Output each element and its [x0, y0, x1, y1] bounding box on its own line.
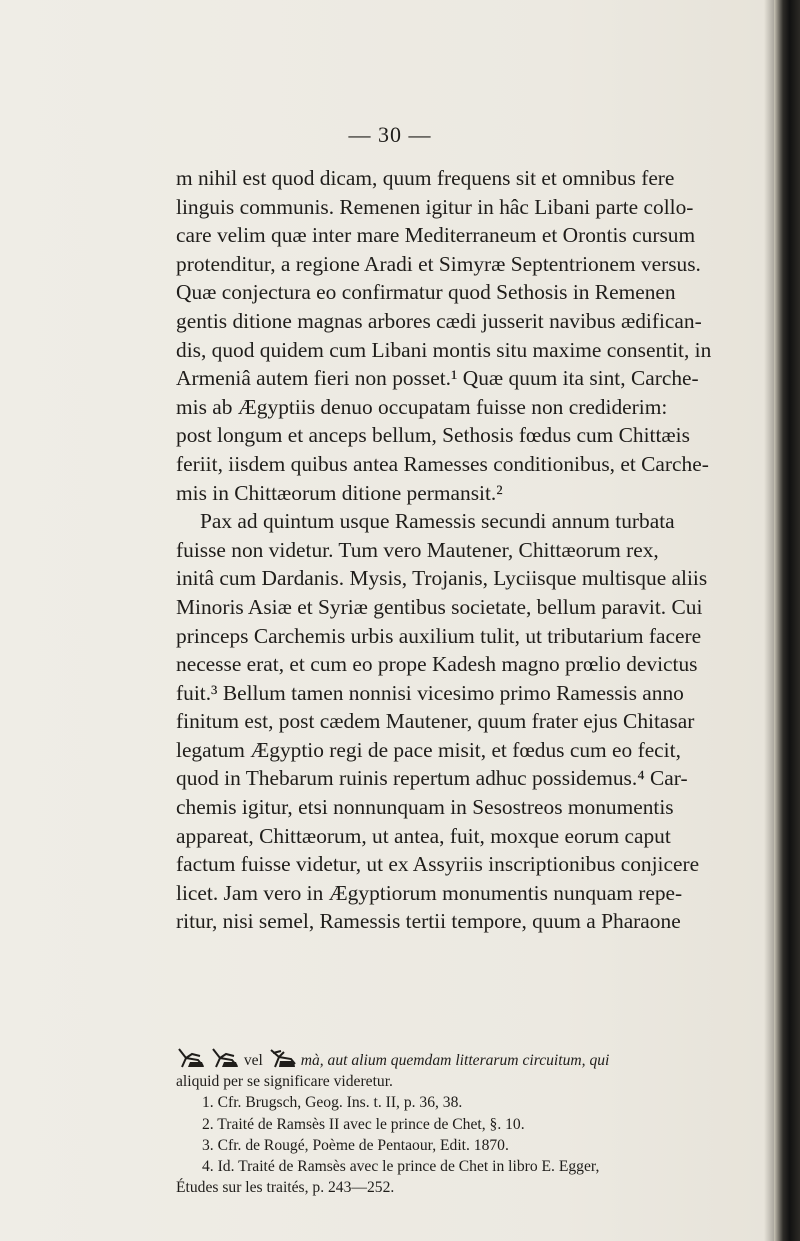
text-line: finitum est, post cædem Mautener, quum frater ejus Chitasar	[176, 709, 695, 734]
text-line: legatum Ægyptio regi de pace misit, et fœdus cum eo fecit,	[176, 737, 681, 762]
paragraph-2	[176, 507, 742, 936]
text-line: fuisse non videtur. Tum vero Mautener, Chittæorum rex,	[176, 537, 659, 562]
footnote-lead	[176, 1048, 742, 1071]
page-number-header: — 30 —	[348, 122, 432, 147]
footnote-lead-rest: mà, aut alium quemdam litterarum circuitum, qui	[300, 1052, 610, 1069]
text-line: fuit.³ Bellum tamen nonnisi vicesimo primo Ramessis anno	[176, 680, 684, 705]
text-line: feriit, iisdem quibus antea Ramesses conditionibus, et Carche-	[176, 451, 709, 476]
text-line: m nihil est quod dicam, quum frequens sit et omnibus fere	[176, 166, 675, 190]
footnote-4-continuation: Études sur les traités, p. 243—252.	[176, 1179, 395, 1197]
text-line: appareat, Chittæorum, ut antea, fuit, moxque eorum caput	[176, 823, 671, 848]
text-line: mis in Chittæorum ditione permansit.²	[176, 480, 503, 505]
footnote-1: 1. Cfr. Brugsch, Geog. Ins. t. II, p. 36, 38.	[202, 1094, 463, 1112]
text-line: Armeniâ autem fieri non posset.¹ Quæ quum ita sint, Carche-	[176, 366, 699, 391]
text-line: post longum et anceps bellum, Sethosis fœdus cum Chittæis	[176, 423, 690, 448]
text-line: protenditur, a regione Aradi et Simyræ Septentrionem versus.	[176, 251, 701, 276]
footnote-lead-vel: vel	[243, 1052, 263, 1069]
footnote-lead-continuation: aliquid per se significare videretur.	[176, 1073, 393, 1091]
footnotes	[176, 1048, 742, 1198]
text-line: care velim quæ inter mare Mediterraneum et Orontis cursum	[176, 223, 696, 248]
book-spine	[774, 0, 800, 1241]
footnote-3: 3. Cfr. de Rougé, Poème de Pentaour, Edit. 1870.	[202, 1136, 509, 1154]
text-line: linguis communis. Remenen igitur in hâc Libani parte collo-	[176, 194, 694, 219]
bird-hieroglyph-icon	[176, 1048, 206, 1068]
text-line: mis ab Ægyptiis denuo occupatam fuisse non crediderim:	[176, 394, 668, 419]
text-line: factum fuisse videtur, ut ex Assyriis inscriptionibus conjicere	[176, 852, 700, 877]
text-line: quod in Thebarum ruinis repertum adhuc possidemus.⁴ Car-	[176, 766, 688, 791]
text-line: Minoris Asiæ et Syriæ gentibus societate, bellum paravit. Cui	[176, 594, 703, 619]
text-line: Pax ad quintum usque Ramessis secundi annum turbata	[200, 509, 675, 534]
text-line: licet. Jam vero in Ægyptiorum monumentis nunquam repe-	[176, 880, 683, 905]
paragraph-1	[176, 164, 742, 507]
bird-hieroglyph-icon	[210, 1048, 240, 1068]
text-line: ritur, nisi semel, Ramessis tertii tempore, quum a Pharaone	[176, 909, 681, 934]
text-line: dis, quod quidem cum Libani montis situ maxime consentit, in	[176, 337, 712, 362]
body-text	[176, 164, 742, 936]
text-line: Quæ conjectura eo confirmatur quod Sethosis in Remenen	[176, 280, 676, 305]
text-line: initâ cum Dardanis. Mysis, Trojanis, Lyciisque multisque aliis	[176, 566, 708, 591]
footnote-4: 4. Id. Traité de Ramsès avec le prince de Chet in libro E. Egger,	[202, 1158, 600, 1176]
text-line: chemis igitur, etsi nonnunquam in Sesostreos monumentis	[176, 795, 674, 820]
footnote-2: 2. Traité de Ramsès II avec le prince de Chet, §. 10.	[202, 1115, 525, 1133]
bird-hieroglyph-icon	[267, 1048, 297, 1068]
text-line: gentis ditione magnas arbores cædi jusserit navibus ædifican-	[176, 308, 702, 333]
text-line: princeps Carchemis urbis auxilium tulit, ut tributarium facere	[176, 623, 702, 648]
text-line: necesse erat, et cum eo prope Kadesh magno prœlio devictus	[176, 652, 698, 677]
